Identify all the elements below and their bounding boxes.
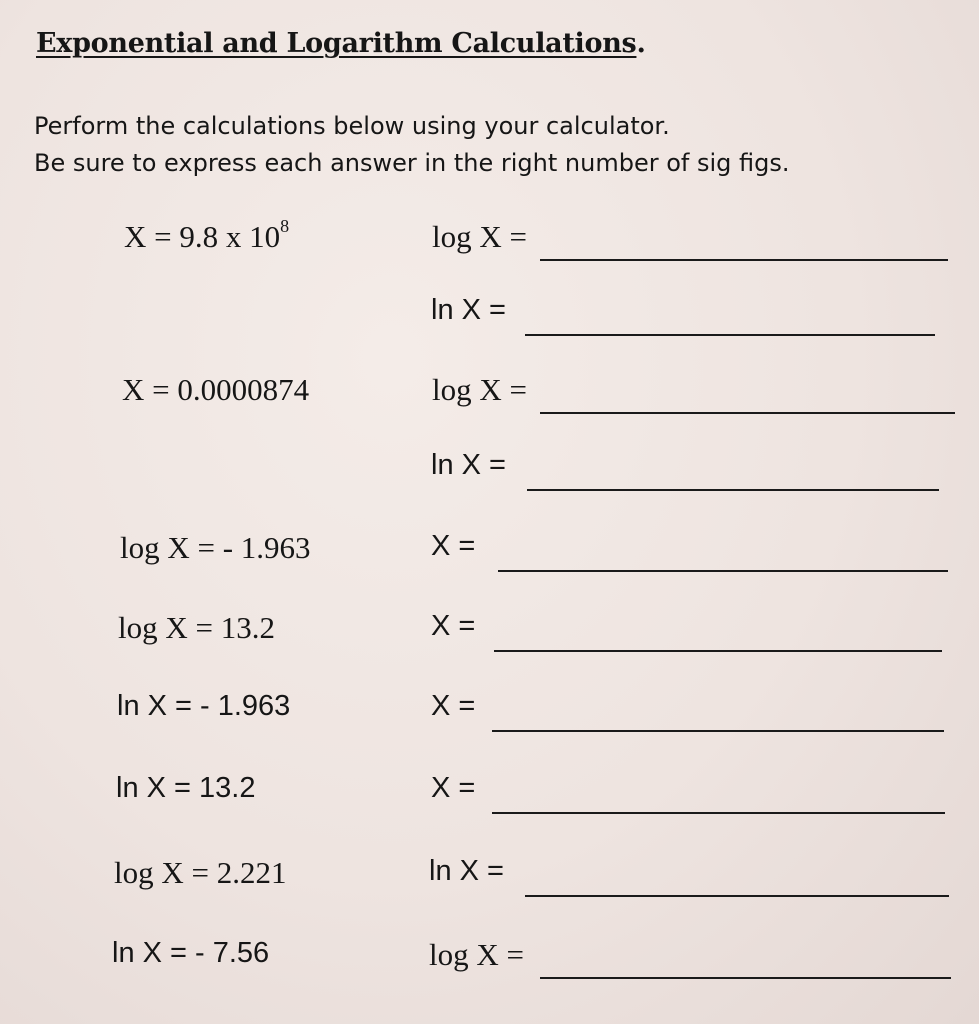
given-value: ln X = - 1.963 — [117, 690, 291, 722]
ask-label: ln X = — [431, 294, 506, 326]
problem-6 — [0, 772, 979, 820]
ask-label: X = — [431, 530, 476, 562]
ask-label: log X = — [429, 937, 524, 972]
exponent: 8 — [280, 215, 290, 236]
given-value: log X = - 1.963 — [120, 530, 311, 565]
problem-8 — [0, 937, 979, 985]
ask-label: ln X = — [431, 449, 506, 481]
answer-blank[interactable] — [494, 650, 942, 652]
ask-label: ln X = — [429, 855, 504, 887]
given-value: X = 0.0000874 — [122, 372, 310, 407]
problem-2b — [0, 449, 979, 497]
instruction-line-1: Perform the calculations below using your calculator. — [34, 112, 670, 140]
given-value: log X = 13.2 — [118, 610, 275, 645]
problem-1b — [0, 294, 979, 342]
ask-label: X = — [431, 690, 476, 722]
answer-blank[interactable] — [525, 895, 949, 897]
given-value: X = 9.8 x $10^8$ — [124, 215, 290, 254]
problem-5 — [0, 690, 979, 738]
answer-blank[interactable] — [527, 489, 939, 491]
problem-4 — [0, 610, 979, 658]
answer-blank[interactable] — [540, 977, 951, 979]
given-value: ln X = - 7.56 — [112, 937, 270, 969]
ask-label: log X = — [432, 219, 527, 254]
answer-blank[interactable] — [492, 730, 944, 732]
problem-1 — [0, 215, 979, 267]
answer-blank[interactable] — [525, 334, 935, 336]
instructions — [34, 108, 790, 182]
given-value: ln X = 13.2 — [116, 772, 256, 804]
given-value: log X = 2.221 — [114, 855, 287, 890]
instruction-line-2: Be sure to express each answer in the right number of sig figs. — [34, 149, 790, 177]
answer-blank[interactable] — [492, 812, 945, 814]
problem-7 — [0, 855, 979, 903]
answer-blank[interactable] — [540, 259, 948, 261]
problem-2 — [0, 372, 979, 420]
ask-label: X = — [431, 610, 476, 642]
ask-label: log X = — [432, 372, 527, 407]
answer-blank[interactable] — [498, 570, 948, 572]
ask-label: X = — [431, 772, 476, 804]
problem-3 — [0, 530, 979, 578]
answer-blank[interactable] — [540, 412, 955, 414]
worksheet-title: Exponential and Logarithm Calculations. — [36, 28, 646, 59]
